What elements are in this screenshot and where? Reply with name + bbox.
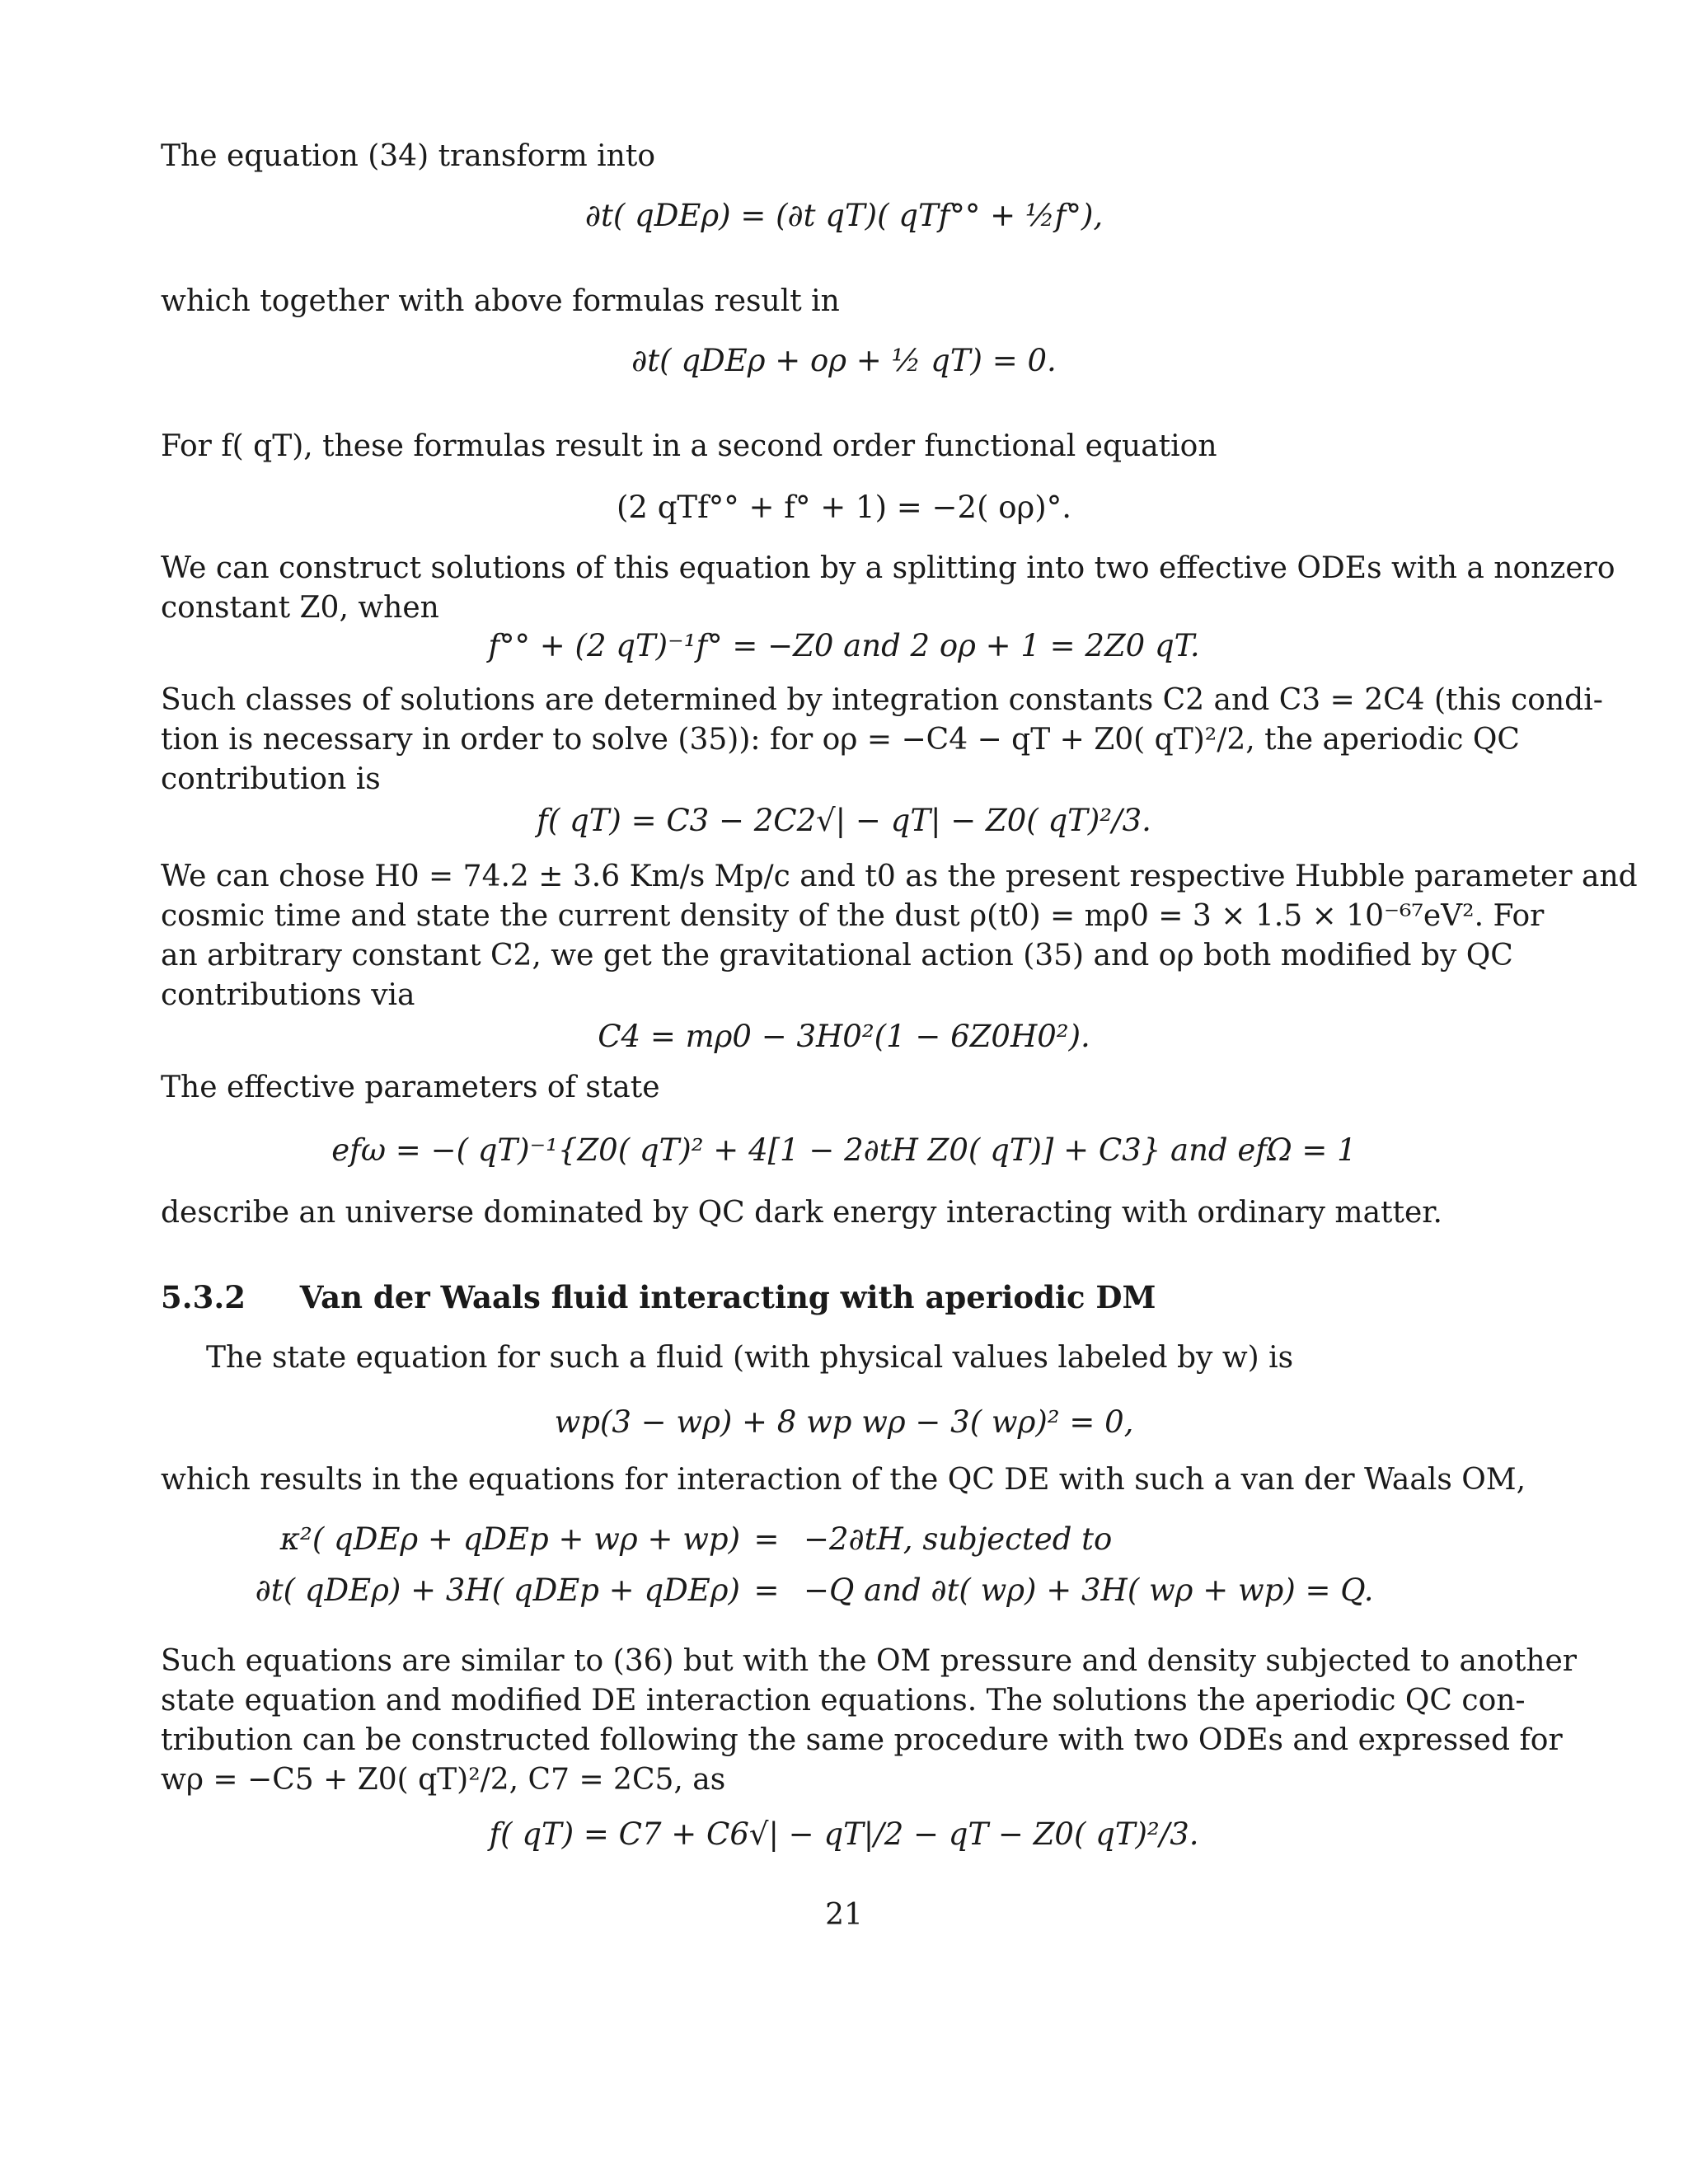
section-heading [161,1277,1496,1317]
equation-lhs: ∂t( qDEρ) + 3H( qDEp + qDEρ) [255,1572,740,1608]
equation: efω = −( qT)⁻¹{Z0( qT)² + 4[1 − 2∂tH Z0( qT)] + C3} and efΩ = 1 [331,1132,1357,1168]
paragraph-line: The effective parameters of state [161,1071,660,1104]
equation-system-row [0,1518,1688,1561]
equation-system-row [0,1569,1688,1612]
paragraph-line: state equation and modified DE interaction equations. The solutions the aperiodic QC con- [161,1684,1526,1718]
paragraph-line: which together with above formulas result in [161,284,840,318]
paragraph-line: describe an universe dominated by QC dark energy interacting with ordinary matter. [161,1196,1442,1230]
paragraph-line: which results in the equations for interaction of the QC DE with such a van der Waals OM, [161,1463,1526,1497]
paragraph-line: an arbitrary constant C2, we get the gravitational action (35) and oρ both modified by QC [161,939,1513,972]
page-number: 21 [825,1898,863,1932]
section-title: Van der Waals fluid interacting with aperiodic DM [299,1279,1156,1315]
paragraph-line: We can construct solutions of this equation by a splitting into two effective ODEs with a nonzero [161,551,1615,585]
paragraph-line: wρ = −C5 + Z0( qT)²/2, C7 = 2C5, as [161,1763,726,1797]
paragraph-line: cosmic time and state the current density of the dust ρ(t0) = mρ0 = 3 × 1.5 × 10⁻⁶⁷eV². For [161,899,1545,933]
paragraph-line: tion is necessary in order to solve (35)): for oρ = −C4 − qT + Z0( qT)²/2, the aperiodic QC [161,723,1520,757]
equals-sign: = [753,1572,780,1608]
equation: f( qT) = C7 + C6√| − qT|/2 − qT − Z0( qT)²/3. [489,1816,1199,1852]
equation-rhs: −Q and ∂t( wρ) + 3H( wρ + wp) = Q. [804,1572,1374,1608]
equation: (2 qTf°° + f° + 1) = −2( oρ)°. [616,490,1071,525]
paragraph-line: contribution is [161,762,381,796]
equation-lhs: κ²( qDEρ + qDEp + wρ + wp) [279,1521,740,1557]
equation: f°° + (2 qT)⁻¹f° = −Z0 and 2 oρ + 1 = 2Z0 qT. [488,628,1200,663]
equation: wp(3 − wρ) + 8 wp wρ − 3( wρ)² = 0, [554,1404,1134,1440]
paragraph-line: contributions via [161,978,415,1012]
paragraph-line: tribution can be constructed following the same procedure with two ODEs and expressed for [161,1723,1563,1757]
equation-rhs: −2∂tH, subjected to [804,1521,1113,1557]
equals-sign: = [753,1521,780,1557]
section-number: 5.3.2 [161,1279,246,1315]
paragraph-line: The state equation for such a fluid (with physical values labeled by w) is [206,1341,1294,1375]
paragraph-line: The equation (34) transform into [161,139,655,173]
paragraph-line: For f( qT), these formulas result in a second order functional equation [161,429,1217,463]
equation: f( qT) = C3 − 2C2√| − qT| − Z0( qT)²/3. [537,803,1151,838]
equation: ∂t( qDEρ) = (∂t qT)( qTf°° + ½f°), [584,198,1104,233]
paragraph-line: We can chose H0 = 74.2 ± 3.6 Km/s Mp/c and t0 as the present respective Hubble parameter and [161,860,1638,893]
equation: C4 = mρ0 − 3H0²(1 − 6Z0H0²). [598,1019,1090,1054]
paragraph-line: constant Z0, when [161,591,439,625]
paragraph-line: Such equations are similar to (36) but with the OM pressure and density subjected to another [161,1644,1578,1678]
paragraph-line: Such classes of solutions are determined by integration constants C2 and C3 = 2C4 (this condi- [161,683,1603,717]
equation: ∂t( qDEρ + oρ + ½ qT) = 0. [631,343,1057,378]
